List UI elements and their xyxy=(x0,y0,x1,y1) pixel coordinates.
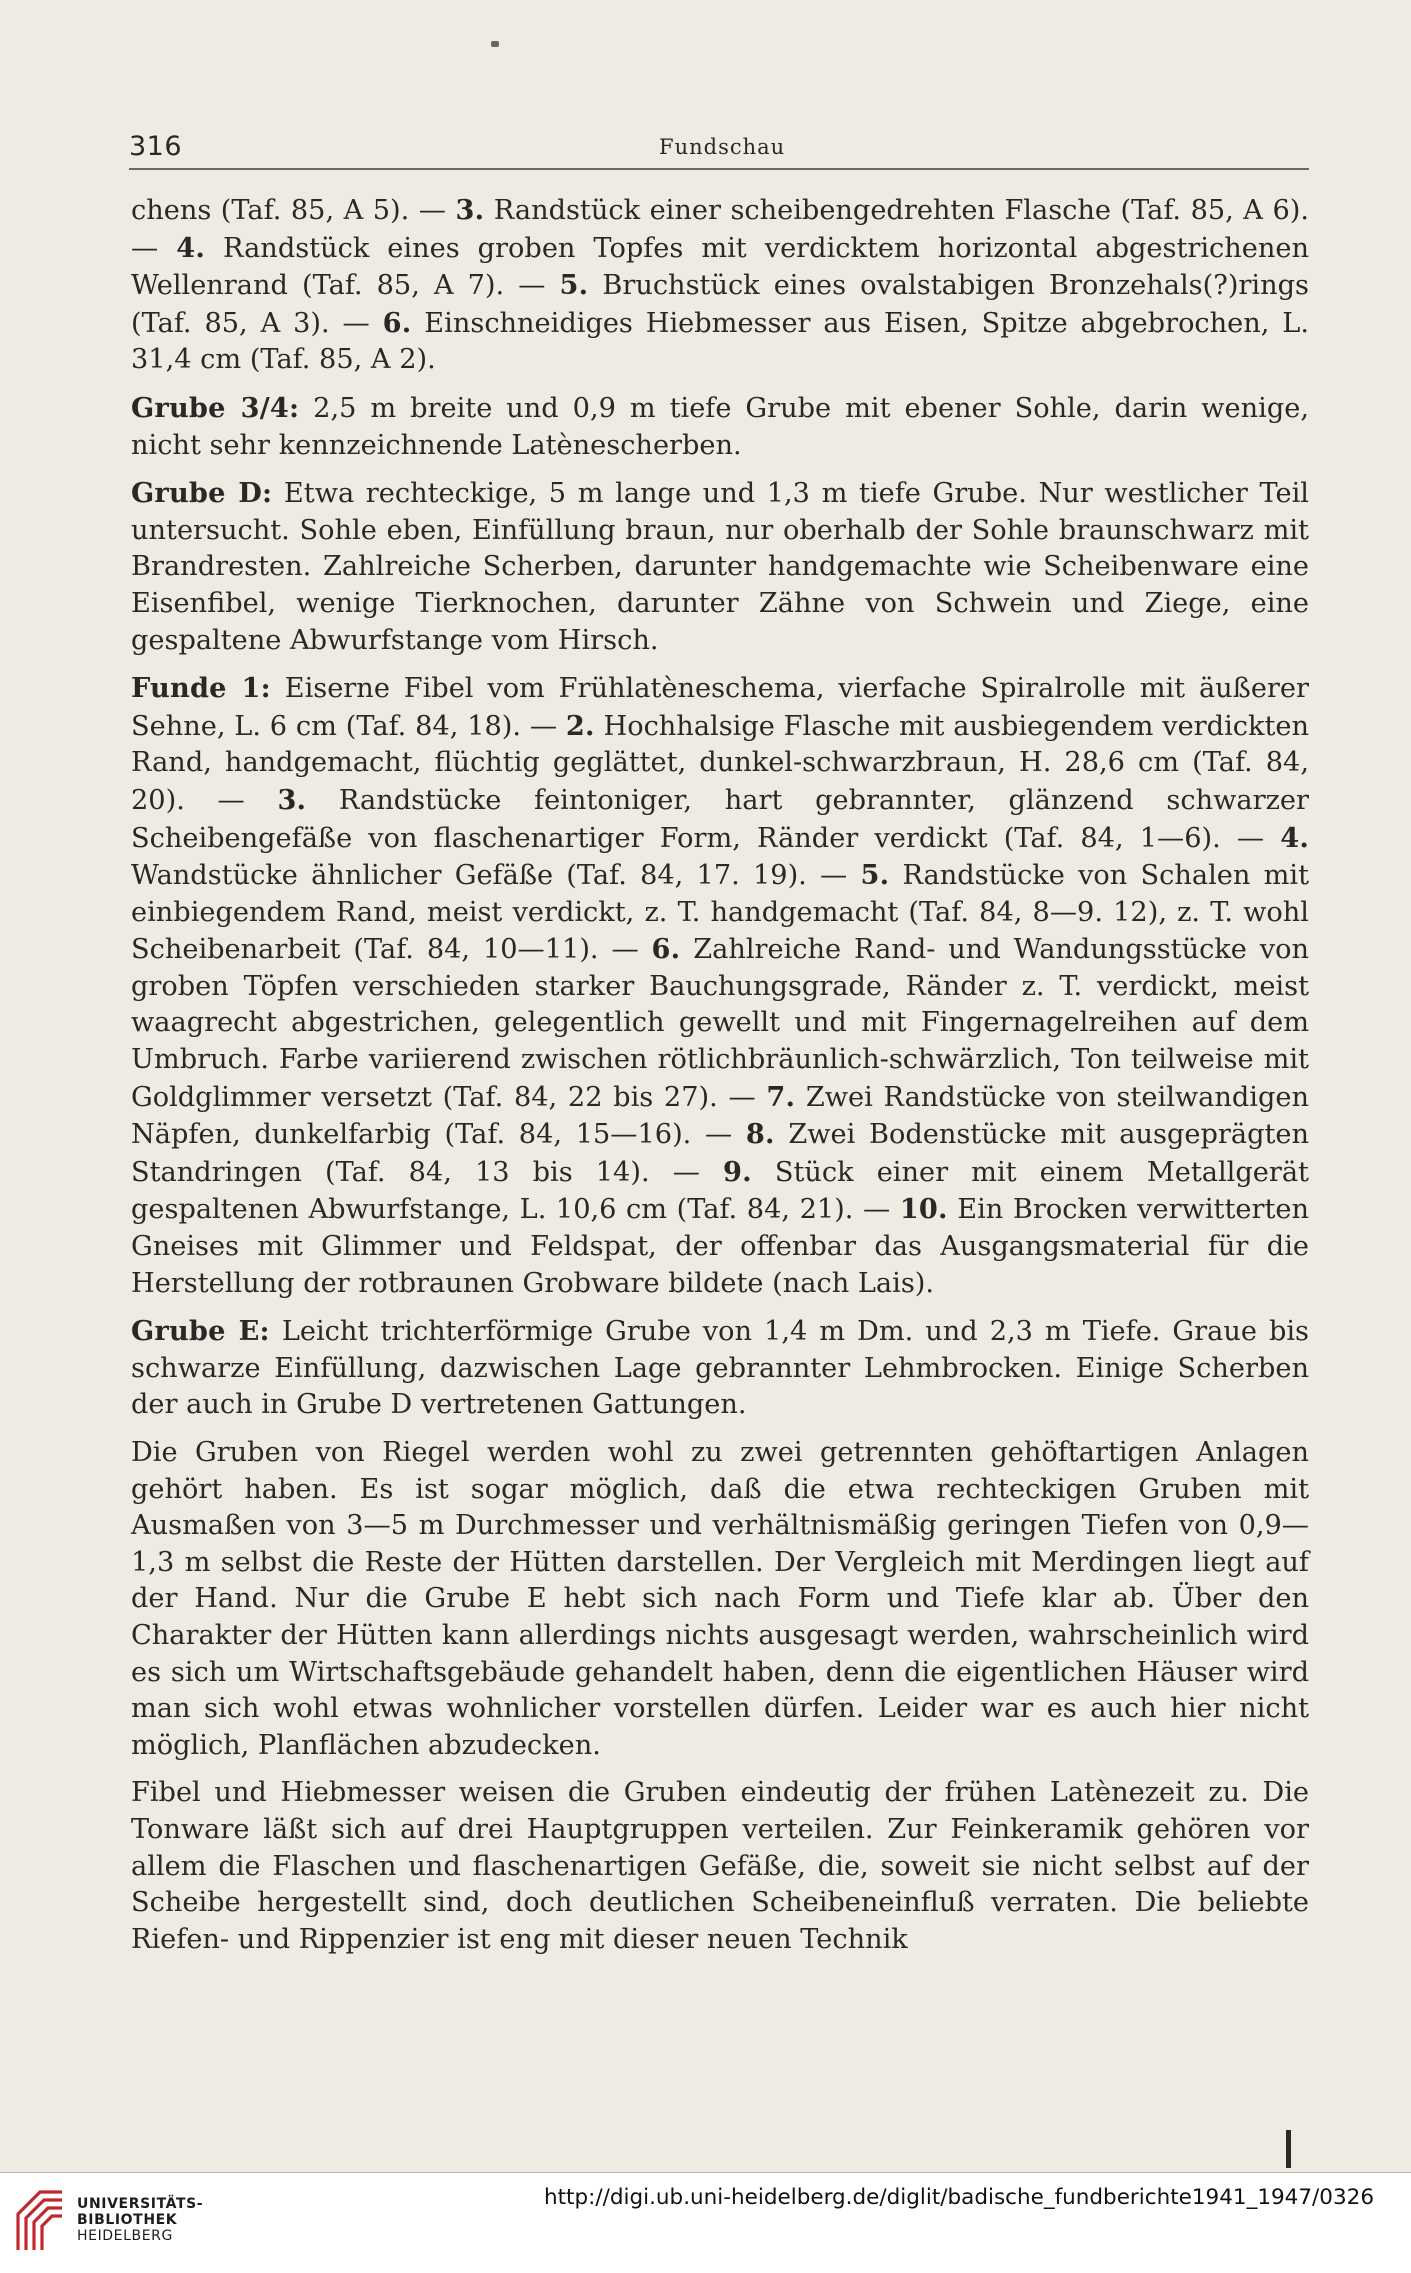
text-run: Bruchstück eines ovalstabigen Bronzehals(?)rings (Taf. 85, A 3). — xyxy=(131,270,1309,339)
margin-mark xyxy=(1286,2130,1291,2168)
text-run: Randstück eines groben Topfes mit verdicktem horizontal abgestrichenen Wellenrand (Taf. 85, A 7). — xyxy=(131,232,1309,302)
page-header xyxy=(129,131,1309,171)
page-number: 316 xyxy=(129,131,183,162)
text-run: Zwei Randstücke von steilwandigen Näpfen, dunkelfarbig (Taf. 84, 15—16). — xyxy=(131,1081,1309,1151)
bold-label: 6. xyxy=(651,933,681,966)
text-run: Leicht trichterförmige Grube von 1,4 m Dm. und 2,3 m Tiefe. Graue bis schwarze Einfüllung, dazwischen Lage gebrannter Lehmbrocken. Einige Scherben der auch in Grube D vertretenen Gattungen. xyxy=(131,1316,1309,1421)
bold-label: Grube E: xyxy=(131,1315,270,1348)
bold-label: 6. xyxy=(382,306,412,339)
body-text xyxy=(131,192,1309,1969)
text-run: Hochhalsige Flasche mit ausbiegendem verdickten Rand, handgemacht, flüchtig geglättet, dunkel-schwarzbraun, H. 28,6 cm (Taf. 84, 20). — xyxy=(131,710,1309,816)
bold-label: 4. xyxy=(1280,821,1309,854)
text-run: Etwa rechteckige, 5 m lange und 1,3 m tiefe Grube. Nur westlicher Teil untersucht. Sohle eben, Einfüllung braun, nur oberhalb der Sohle braunschwarz mit Brandresten. Zahlreiche Scherben, darunter handgemachte wie Scheibenware eine Eisenfibel, wenige Tierknochen, darunter Zähne von Schwein und Ziege, eine gespaltene Abwurfstange vom Hirsch. xyxy=(131,478,1310,656)
text-run: Randstück einer scheibengedrehten Flasche (Taf. 85, A 6). — xyxy=(131,195,1309,264)
text-run: Zahlreiche Rand- und Wandungsstücke von groben Töpfen verschieden starker Bauchungsgrade, Ränder z. T. verdickt, meist waagrecht abgestrichen, gelegentlich gewellt und mit Fingernagelreihen auf dem Umbruch. Farbe variierend zwischen rötlichbräunlich-schwärzlich, Ton teilweise mit Goldglimmer versetzt (Taf. 84, 22 bis 27). — xyxy=(131,934,1309,1113)
bold-label: Grube 3/4: xyxy=(131,391,300,424)
bold-label: 4. xyxy=(176,231,205,264)
library-logo-icon xyxy=(14,2184,66,2254)
header-rule xyxy=(129,168,1309,170)
library-name xyxy=(77,2196,203,2244)
paragraph xyxy=(131,1435,1309,1764)
text-run: Randstücke feintoniger, hart gebrannter, glänzend schwarzer Scheibengefäße von flaschenartiger Form, Ränder verdickt (Taf. 84, 1—6). — xyxy=(131,784,1309,854)
bold-label: 7. xyxy=(766,1080,796,1113)
library-name-line: HEIDELBERG xyxy=(77,2228,173,2244)
text-run: Ein Brocken verwitterten Gneises mit Glimmer und Feldspat, der offenbar das Ausgangsmaterial für die Herstellung der rotbraunen Grobware bildete (nach Lais). xyxy=(131,1194,1309,1299)
library-name-line: BIBLIOTHEK xyxy=(77,2212,178,2228)
paragraph xyxy=(131,670,1309,1302)
bold-label: 3. xyxy=(455,194,485,226)
text-run: Zwei Bodenstücke mit ausgeprägten Standringen (Taf. 84, 13 bis 14). — xyxy=(131,1119,1309,1188)
paragraph xyxy=(131,192,1309,379)
text-run: chens (Taf. 85, A 5). — xyxy=(131,195,456,226)
paragraph xyxy=(131,1775,1309,1958)
bold-label: 2. xyxy=(565,709,595,742)
paper-stain xyxy=(491,41,499,47)
text-run: Die Gruben von Riegel werden wohl zu zwei getrennten gehöftartigen Anlagen gehört haben. Es ist sogar möglich, daß die etwa rechteckigen Gruben mit Ausmaßen von 3—5 m Durchmesser und verhältnismäßig geringen Tiefen von 0,9—1,3 m selbst die Reste der Hütten darstellen. Der Vergleich mit Merdingen liegt auf der Hand. Nur die Grube E hebt sich nach Form und Tiefe klar ab. Über den Charakter der Hütten kann allerdings nichts ausgesagt werden, wahrscheinlich wird es sich um Wirtschaftsgebäude gehandelt haben, denn die eigentlichen Häuser wird man sich wohl etwas wohnlicher vorstellen dürfen. Leider war es auch hier nicht möglich, Planflächen abzudecken. xyxy=(131,1437,1309,1761)
bold-label: 9. xyxy=(722,1155,752,1188)
paragraph xyxy=(131,475,1309,659)
paragraph xyxy=(131,1313,1309,1424)
paragraph xyxy=(131,390,1309,464)
text-run: Randstücke von Schalen mit einbiegendem Rand, meist verdickt, z. T. handgemacht (Taf. 84, 8—9. 12), z. T. wohl Scheibenarbeit (Taf. 84, 10—11). — xyxy=(131,860,1310,966)
bold-label: 10. xyxy=(899,1193,948,1226)
bold-label: Grube D: xyxy=(131,477,273,510)
running-head: Fundschau xyxy=(659,135,786,159)
text-run: 2,5 m breite und 0,9 m tiefe Grube mit ebener Sohle, darin wenige, nicht sehr kennzeichnende Latènescherben. xyxy=(131,392,1309,461)
text-run: Stück einer mit einem Metallgerät gespaltenen Abwurfstange, L. 10,6 cm (Taf. 84, 21). — xyxy=(131,1156,1309,1226)
text-run: Fibel und Hiebmesser weisen die Gruben eindeutig der frühen Latènezeit zu. Die Tonware läßt sich auf drei Hauptgruppen verteilen. Zur Feinkeramik gehören vor allem die Flaschen und flaschenartigen Gefäße, die, soweit sie nicht selbst auf der Scheibe hergestellt sind, doch deutlichen Scheibeneinfluß verraten. Die beliebte Riefen- und Rippenzier ist eng mit dieser neuen Technik xyxy=(131,1777,1309,1955)
bold-label: 5. xyxy=(860,859,890,892)
bold-label: 8. xyxy=(745,1118,775,1151)
bold-label: Funde 1: xyxy=(131,672,271,705)
source-url-link[interactable]: http://digi.ub.uni-heidelberg.de/diglit/badische_fundberichte1941_1947/0326 xyxy=(543,2185,1374,2210)
text-run: Eiserne Fibel vom Frühlatèneschema, vierfache Spiralrolle mit äußerer Sehne, L. 6 cm (Taf. 84, 18). — xyxy=(131,673,1309,742)
library-name-line: UNIVERSITÄTS- xyxy=(77,2196,204,2212)
text-run: Wandstücke ähnlicher Gefäße (Taf. 84, 17. 19). — xyxy=(131,860,861,892)
text-run: Einschneidiges Hiebmesser aus Eisen, Spitze abgebrochen, L. 31,4 cm (Taf. 85, A 2). xyxy=(131,307,1309,376)
bold-label: 3. xyxy=(277,783,307,816)
bold-label: 5. xyxy=(559,269,589,302)
